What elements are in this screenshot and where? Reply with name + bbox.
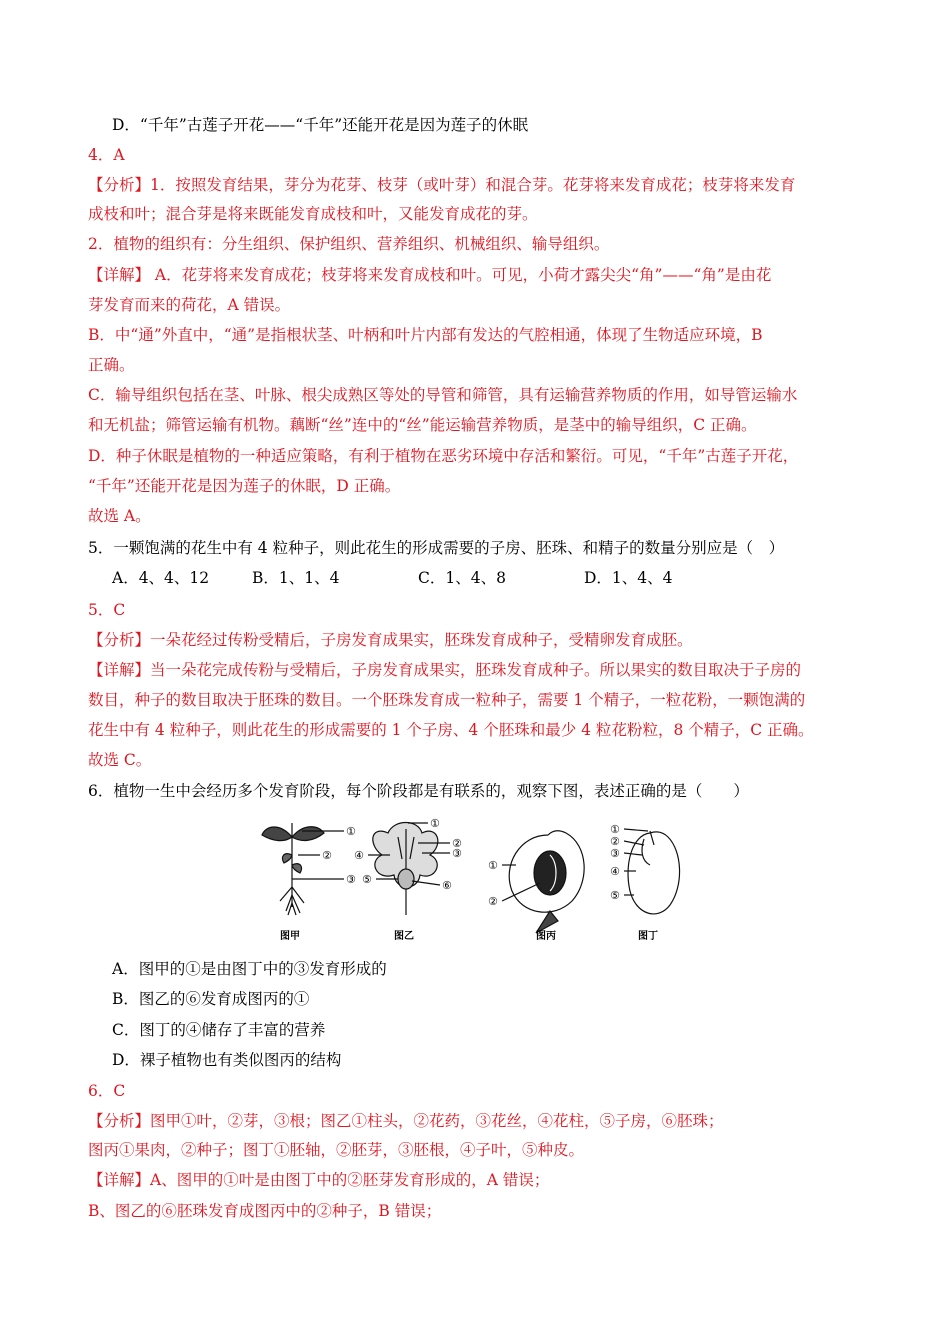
yi-label-3: ③: [452, 847, 462, 860]
q5-option-c: C．1、4、8: [418, 569, 506, 587]
analysis-4-line3: 2．植物的组织有：分生组织、保护组织、营养组织、机械组织、输导组织。: [88, 235, 610, 253]
detail-4-line6: 和无机盐；筛管运输有机物。藕断“丝”连中的“丝”能运输营养物质，是茎中的输导组织，C 正确。: [88, 416, 757, 434]
yi-label-2: ②: [452, 837, 462, 850]
q3-option-d: D．“千年”古莲子开花——“千年”还能开花是因为莲子的休眠: [112, 116, 529, 134]
detail-4-line1: 【详解】 A．花芽将来发育成花；枝芽将来发育成枝和叶。可见，小荷才露尖尖“角”——“角”是由花: [88, 266, 772, 284]
fruit-drawing: [502, 831, 584, 933]
q6-option-c: C．图丁的④储存了丰富的营养: [112, 1021, 326, 1039]
question-6: 6．植物一生中会经历多个发育阶段，每个阶段都是有联系的，观察下图，表述正确的是（ ）: [88, 782, 749, 800]
bing-label-2: ②: [488, 895, 498, 908]
detail-6-line2: B、图乙的⑥胚珠发育成图丙中的②种子，B 错误；: [88, 1202, 442, 1220]
answer-5: 5．C: [88, 601, 126, 619]
plant-development-figure: [258, 815, 698, 945]
ding-label-1: ①: [610, 823, 620, 836]
q5-option-d: D．1、4、4: [584, 569, 673, 587]
analysis-6-line1: 【分析】图甲①叶，②芽，③根；图乙①柱头，②花药，③花丝，④花柱，⑤子房，⑥胚珠；: [88, 1112, 724, 1130]
yi-label-5: ⑤: [362, 873, 372, 886]
caption-ding: 图丁: [638, 931, 658, 942]
q6-option-d: D．裸子植物也有类似图丙的结构: [112, 1051, 342, 1069]
conclusion-4: 故选 A。: [88, 507, 151, 525]
analysis-5: 【分析】一朵花经过传粉受精后，子房发育成果实，胚珠发育成种子，受精卵发育成胚。: [88, 631, 693, 649]
q5-option-b: B．1、1、4: [252, 569, 340, 587]
yi-label-6: ⑥: [442, 879, 452, 892]
detail-4-line4: 正确。: [88, 356, 135, 374]
caption-bing: 图丙: [536, 931, 556, 942]
ding-label-2: ②: [610, 835, 620, 848]
ding-label-5: ⑤: [610, 889, 620, 902]
bing-label-1: ①: [488, 859, 498, 872]
detail-4-line3: B．中“通”外直中，“通”是指根状茎、叶柄和叶片内部有发达的气腔相通，体现了生物适应环境，B: [88, 326, 763, 344]
jia-label-1: ①: [346, 825, 356, 838]
ding-label-3: ③: [610, 847, 620, 860]
figure-svg: [258, 815, 698, 945]
caption-yi: 图乙: [394, 931, 414, 942]
detail-6-line1: 【详解】A、图甲的①叶是由图丁中的②胚芽发育形成的，A 错误；: [88, 1171, 550, 1189]
question-5: 5．一颗饱满的花生中有 4 粒种子，则此花生的形成需要的子房、胚珠、和精子的数量分别应是（ ）: [88, 539, 785, 557]
conclusion-5: 故选 C。: [88, 751, 152, 769]
detail-4-line8: “千年”还能开花是因为莲子的休眠，D 正确。: [88, 477, 401, 495]
yi-label-1: ①: [430, 817, 440, 830]
analysis-4-line2: 成枝和叶；混合芽是将来既能发育成枝和叶，又能发育成花的芽。: [88, 205, 538, 223]
analysis-4-line1: 【分析】1．按照发育结果，芽分为花芽、枝芽（或叶芽）和混合芽。花芽将来发育成花；枝芽将来发育: [88, 176, 796, 194]
detail-5-line2: 数目，种子的数目取决于胚珠的数目。一个胚珠发育成一粒种子，需要 1 个精子，一粒花粉，一颗饱满的: [88, 691, 806, 709]
flower-drawing: [368, 823, 450, 916]
detail-5-line3: 花生中有 4 粒种子，则此花生的形成需要的 1 个子房、4 个胚珠和最少 4 粒花粉粒，8 个精子，C 正确。: [88, 721, 814, 739]
analysis-6-line2: 图丙①果肉，②种子；图丁①胚轴，②胚芽，③胚根，④子叶，⑤种皮。: [88, 1141, 585, 1159]
detail-4-line5: C．输导组织包括在茎、叶脉、根尖成熟区等处的导管和筛管，具有运输营养物质的作用，如导管运输水: [88, 386, 798, 404]
seed-drawing: [624, 829, 680, 914]
answer-4: 4．A: [88, 146, 125, 164]
ding-label-4: ④: [610, 865, 620, 878]
q6-option-b: B．图乙的⑥发育成图丙的①: [112, 990, 310, 1008]
jia-label-2: ②: [322, 849, 332, 862]
answer-6: 6．C: [88, 1082, 126, 1100]
jia-label-3: ③: [346, 873, 356, 886]
caption-jia: 图甲: [280, 931, 300, 942]
seedling-drawing: [262, 823, 344, 915]
detail-5-line1: 【详解】当一朵花完成传粉与受精后，子房发育成果实，胚珠发育成种子。所以果实的数目取决于子房的: [88, 661, 802, 679]
detail-4-line2: 芽发育而来的荷花，A 错误。: [88, 296, 291, 314]
detail-4-line7: D．种子休眠是植物的一种适应策略，有利于植物在恶劣环境中存活和繁衍。可见，“千年”古莲子开花，: [88, 447, 799, 465]
q6-option-a: A．图甲的①是由图丁中的③发育形成的: [112, 960, 387, 978]
yi-label-4: ④: [354, 849, 364, 862]
q5-option-a: A．4、4、12: [112, 569, 210, 587]
